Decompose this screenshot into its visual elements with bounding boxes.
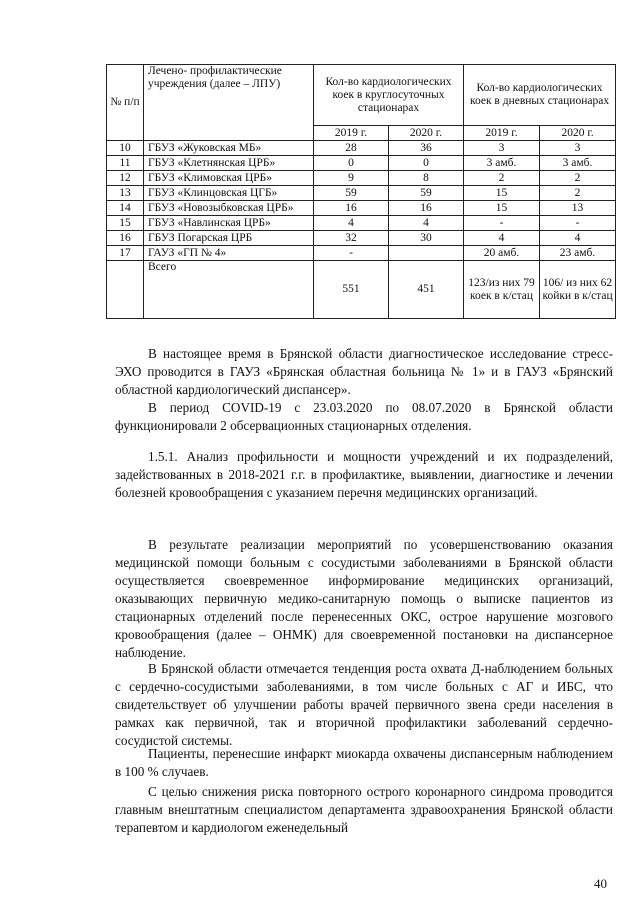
table-row [107,231,616,246]
row-number: 13 [107,186,144,201]
row-institution: ГБУЗ «Новозыбковская ЦРБ» [144,201,314,216]
row-institution: ГБУЗ «Клетнянская ЦРБ» [144,156,314,171]
row-number: 15 [107,216,144,231]
row-number: 11 [107,156,144,171]
cell-round-2019: 32 [314,231,389,246]
header-day-beds: Кол-во кардиологических коек в дневных стационарах [464,65,616,126]
cell-round-2020: 59 [389,186,464,201]
table-header-row [107,65,616,126]
cell-round-2020: 8 [389,171,464,186]
header-year: 2020 г. [540,126,616,141]
row-number: 16 [107,231,144,246]
cell-round-2020: 16 [389,201,464,216]
paragraph: В период COVID-19 с 23.03.2020 по 08.07.2020 в Брянской области функционировали 2 обсервационных стационарных отделения. [115,400,613,433]
table-row [107,186,616,201]
cell-day-2019: - [464,216,540,231]
cell-day-2020: 13 [540,201,616,216]
cell-day-2020: 23 амб. [540,246,616,261]
table-row [107,246,616,261]
cell-round-2019: 28 [314,141,389,156]
cell-round-2020: 4 [389,216,464,231]
row-institution: ГАУЗ «ГП № 4» [144,246,314,261]
total-round-2020: 451 [389,261,464,319]
beds-table [106,64,616,319]
cell-round-2020: 0 [389,156,464,171]
cell-day-2020: 4 [540,231,616,246]
cell-round-2019: 9 [314,171,389,186]
cell-day-2019: 3 амб. [464,156,540,171]
cell-day-2020: 2 [540,186,616,201]
cell-round-2020: 30 [389,231,464,246]
cell-day-2019: 4 [464,231,540,246]
row-number [107,261,144,319]
row-number: 14 [107,201,144,216]
cell-day-2019: 15 [464,201,540,216]
total-label: Всего [144,261,314,319]
paragraph: Пациенты, перенесшие инфаркт миокарда охвачены диспансерным наблюдением в 100 % случаев. [115,746,613,779]
header-year: 2019 г. [314,126,389,141]
cell-day-2020: 2 [540,171,616,186]
total-day-2019: 123/из них 79 коек в к/стац [464,261,540,319]
paragraph: В результате реализации мероприятий по усовершенствованию оказания медицинской помощи больным с сосудистыми заболеваниями в Брянской области осуществляется своевременное информирование медицинских организаций, оказывающих первичную медико-санитарную помощь о выписке пациентов из стационарных отделений после перенесенных ОКС, острое нарушение мозгового кровообращения (далее – ОНМК) для своевременной постановки на диспансерное наблюдение. [115,537,613,660]
row-institution: ГБУЗ «Климовская ЦРБ» [144,171,314,186]
row-number: 10 [107,141,144,156]
table-row [107,201,616,216]
row-number: 17 [107,246,144,261]
cell-round-2019: - [314,246,389,261]
cell-round-2019: 4 [314,216,389,231]
cell-day-2020: 3 амб. [540,156,616,171]
row-number: 12 [107,171,144,186]
row-institution: ГБУЗ Погарская ЦРБ [144,231,314,246]
cell-round-2020: 36 [389,141,464,156]
cell-round-2020 [389,246,464,261]
table-total-row [107,261,616,319]
paragraph: В Брянской области отмечается тенденция роста охвата Д-наблюдением больных с сердечно-сосудистыми заболеваниями, в том числе больных с АГ и ИБС, что свидетельствует об улучшении работы врачей первичного звена среди населения в рамках как первичной, так и вторичной профилактики заболеваний сердечно-сосудистой системы. [115,661,613,748]
total-round-2019: 551 [314,261,389,319]
page-number: 40 [594,876,607,891]
table-row [107,156,616,171]
row-institution: ГБУЗ «Клинцовская ЦГБ» [144,186,314,201]
cell-round-2019: 59 [314,186,389,201]
cell-day-2020: - [540,216,616,231]
paragraph: С целью снижения риска повторного острого коронарного синдрома проводится главным внештатным специалистом департамента здравоохранения Брянской области терапевтом и кардиологом еженедельный [115,784,613,835]
header-institution: Лечено- профилактические учреждения (далее – ЛПУ) [144,65,314,141]
paragraph: В настоящее время в Брянской области диагностическое исследование стресс-ЭХО проводится в ГАУЗ «Брянская областная больница № 1» и в ГАУЗ «Брянский областной кардиологический диспансер». [115,346,613,397]
cell-round-2019: 16 [314,201,389,216]
table-row [107,171,616,186]
cell-day-2019: 15 [464,186,540,201]
table-row [107,141,616,156]
cell-day-2019: 20 амб. [464,246,540,261]
cell-day-2019: 3 [464,141,540,156]
cell-round-2019: 0 [314,156,389,171]
section-heading: 1.5.1. Анализ профильности и мощности учреждений и их подразделений, задействованных в 2018-2021 г.г. в профилактике, выявлении, диагностике и лечении болезней кровообращения с указанием перечня медицинских организаций. [115,449,613,500]
header-number: № п/п [107,65,144,141]
cell-day-2019: 2 [464,171,540,186]
header-year: 2019 г. [464,126,540,141]
total-day-2020: 106/ из них 62 койки в к/стац [540,261,616,319]
row-institution: ГБУЗ «Жуковская МБ» [144,141,314,156]
row-institution: ГБУЗ «Навлинская ЦРБ» [144,216,314,231]
table-row [107,216,616,231]
header-year: 2020 г. [389,126,464,141]
header-round-beds: Кол-во кардиологических коек в круглосуточных стационарах [314,65,464,126]
cell-day-2020: 3 [540,141,616,156]
